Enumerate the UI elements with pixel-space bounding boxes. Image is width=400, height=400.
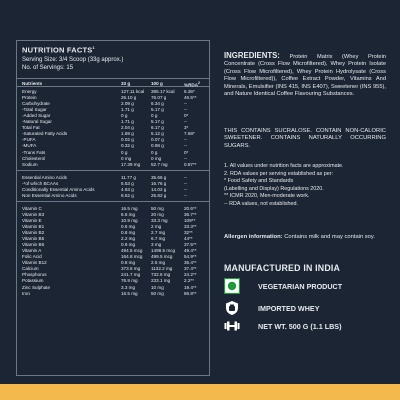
per-100g-value: 52.7 mg bbox=[151, 161, 168, 167]
nutrient-row bbox=[17, 291, 209, 297]
rda-value: 54.9** bbox=[184, 254, 197, 260]
footnote-line: 1. All values under nutrition facts are approximate. bbox=[224, 163, 344, 169]
per-serving-value: 2.2 mg bbox=[121, 236, 136, 242]
nutrition-facts-title bbox=[22, 45, 95, 55]
per-serving-value: 4.63 g bbox=[121, 186, 134, 192]
rda-value: 46.5** bbox=[184, 95, 197, 101]
per-100g-value: 732.6 mg bbox=[151, 272, 171, 278]
nutrient-name: Calcium bbox=[22, 266, 39, 272]
rda-value: -- bbox=[184, 192, 188, 198]
per-serving-value: 127.11 kcal bbox=[121, 89, 145, 94]
header-per-serving: 33 g bbox=[121, 80, 131, 86]
header-rda-text: %RDA bbox=[184, 82, 199, 88]
per-serving-value: 6.6 mg bbox=[121, 211, 136, 217]
per-serving-value: 0 mg bbox=[121, 155, 132, 161]
ingredients-label: INGREDIENTS: bbox=[224, 51, 280, 60]
nutrient-name: Non Essential Amino Acids bbox=[22, 192, 77, 198]
imported-whey-feature bbox=[224, 300, 392, 316]
nutrient-row bbox=[17, 193, 209, 199]
dumbbell-icon bbox=[224, 318, 240, 334]
footnote-line: 2. RDA values per serving established as per: bbox=[224, 170, 334, 177]
per-100g-value: 0 g bbox=[151, 149, 158, 155]
rda-value: 49.4** bbox=[184, 248, 197, 254]
serving-size: Serving Size: 3/4 Scoop (33g approx.) bbox=[22, 57, 124, 63]
rda-value: 33.3** bbox=[184, 224, 197, 229]
net-weight-label: NET WT. 500 G (1.1 LBS) bbox=[258, 322, 342, 331]
nutrient-name: Phosphorus bbox=[22, 272, 47, 278]
per-100g-value: 14.02 g bbox=[151, 186, 167, 192]
nutrient-name: -Saturated Fatty Acids bbox=[22, 131, 68, 137]
per-100g-value: 233.1 mg bbox=[151, 278, 171, 284]
rda-value: 32** bbox=[184, 230, 193, 236]
rda-value: 20.6** bbox=[184, 205, 197, 211]
nutrition-table-header bbox=[17, 78, 209, 87]
per-100g-value: 499.5 mcg bbox=[151, 254, 173, 260]
per-100g-value: 5.12 g bbox=[151, 131, 164, 137]
nutrient-name: Carbohydrate bbox=[22, 101, 50, 107]
per-100g-value: 16.76 g bbox=[151, 180, 167, 186]
per-100g-value: 0 g bbox=[151, 113, 158, 119]
per-100g-value: 6.34 g bbox=[151, 101, 164, 107]
nutrient-name: Vitamin C bbox=[22, 205, 42, 211]
rda-value: -- bbox=[184, 119, 188, 125]
per-100g-value: 2.7 mg bbox=[151, 230, 166, 236]
servings-count: No. of Servings: 15 bbox=[22, 65, 74, 71]
ingredients-text: Protein Matrix (Whey Protein Concentrate (Cross Flow Microfiltered), Whey Protein Isolate (Cross Flow Microfiltered), Whey Protein Hydrolysate (Cross Flow Microfiltered)), Coffee Extract Powder, Vitamins And Minerals, Emulsifier (INS 415, INS E407), Sweetener (INS 955), and Nature Identical Coffee Flavouring Substances. bbox=[224, 54, 386, 98]
per-serving-value: 25.10 g bbox=[121, 95, 137, 101]
per-serving-value: 5.53 g bbox=[121, 180, 134, 186]
rda-value: 37.4** bbox=[184, 266, 197, 272]
per-serving-value: 16.5 mg bbox=[121, 290, 138, 296]
per-serving-value: 0.9 mg bbox=[121, 242, 136, 248]
rda-value: 37.5** bbox=[184, 242, 197, 248]
rda-value: 0* bbox=[184, 113, 189, 119]
nutrient-name: Vitamin B2 bbox=[22, 230, 45, 236]
rda-value: -- bbox=[184, 180, 188, 186]
rda-value: -- bbox=[184, 101, 188, 107]
per-100g-value: 50 mg bbox=[151, 290, 164, 296]
rda-value: 7.68* bbox=[184, 131, 195, 137]
per-serving-value: 1.69 g bbox=[121, 131, 134, 137]
rda-value: -- bbox=[184, 174, 188, 180]
vegetarian-label: VEGETARIAN PRODUCT bbox=[258, 282, 343, 291]
per-100g-value: 3 mg bbox=[151, 242, 162, 248]
rda-value: 36.4** bbox=[184, 260, 197, 266]
rda-value: 6.36* bbox=[184, 89, 195, 94]
nutrition-facts-panel bbox=[16, 40, 210, 376]
net-weight-feature bbox=[224, 318, 392, 334]
per-100g-value: 50 mg bbox=[151, 205, 164, 211]
footnote-line: ** ICMR 2020, Men-moderate work. bbox=[224, 193, 310, 200]
rda-value: -- bbox=[184, 107, 188, 113]
header-rda-sup: 2 bbox=[198, 80, 200, 85]
nutrient-name: -*of which BCAAs bbox=[22, 180, 59, 186]
per-100g-value: 20 mg bbox=[151, 211, 164, 217]
per-serving-value: 241.7 mg bbox=[121, 272, 141, 278]
nutrient-name: Essential Amino Acids bbox=[22, 174, 67, 180]
per-serving-value: 1.71 g bbox=[121, 107, 134, 113]
per-serving-value: 0.32 g bbox=[121, 143, 134, 149]
per-100g-value: 0.07 g bbox=[151, 137, 164, 143]
nutrient-name: Sodium bbox=[22, 161, 38, 167]
nutrient-name: Vitamin B3 bbox=[22, 211, 45, 217]
rda-value: -- bbox=[184, 143, 188, 149]
section-divider bbox=[17, 201, 209, 202]
per-100g-value: 10 mg bbox=[151, 284, 164, 290]
per-100g-value: 0.98 g bbox=[151, 143, 164, 149]
nutrient-name: -PUFA bbox=[22, 137, 36, 143]
per-serving-value: 76.9 mg bbox=[121, 278, 138, 284]
rda-value: 0.87** bbox=[184, 161, 197, 167]
nutrient-name: Cholesterol bbox=[22, 155, 46, 161]
nutrient-name: Conditionally Essential Amino Acids bbox=[22, 186, 95, 192]
ingredients-section bbox=[224, 52, 386, 98]
per-serving-value: 8.52 g bbox=[121, 192, 134, 198]
rda-value: 109** bbox=[184, 217, 196, 223]
per-serving-value: 17.39 mg bbox=[121, 161, 141, 167]
veg-symbol-icon bbox=[224, 278, 240, 294]
per-serving-value: 0.8 mg bbox=[121, 230, 136, 236]
header-rda bbox=[184, 81, 200, 88]
nutrition-facts-title-sup: 1 bbox=[92, 45, 95, 50]
per-serving-value: 3.3 mg bbox=[121, 284, 136, 290]
nutrient-name: Protein bbox=[22, 95, 37, 101]
rda-value: -- bbox=[184, 137, 188, 143]
per-serving-value: 10.9 mg bbox=[121, 217, 138, 223]
rda-value: 2.2** bbox=[184, 278, 194, 284]
per-serving-value: 164.8 mcg bbox=[121, 254, 143, 260]
per-serving-value: 16.5 mg bbox=[121, 205, 138, 211]
per-serving-value: 11.77 g bbox=[121, 174, 136, 180]
rda-value: -- bbox=[184, 155, 188, 161]
per-serving-value: 373.6 mg bbox=[121, 266, 141, 272]
per-serving-value: 0 g bbox=[121, 149, 128, 155]
per-100g-value: 5.17 g bbox=[151, 107, 164, 113]
header-nutrients: Nutrients bbox=[22, 80, 43, 86]
footnote-line: (Labelling and Display) Regulations 2020. bbox=[224, 185, 324, 192]
per-100g-value: 33.3 mg bbox=[151, 217, 168, 223]
vegetarian-feature bbox=[224, 278, 392, 294]
nutrient-name: Iron bbox=[22, 290, 30, 296]
per-serving-value: 0 g bbox=[121, 113, 128, 119]
rda-value: 36.7** bbox=[184, 211, 197, 217]
nutrient-name: Vitamin B5 bbox=[22, 236, 45, 242]
imported-whey-icon bbox=[224, 300, 240, 316]
manufactured-in-india: MANUFACTURED IN INDIA bbox=[224, 263, 341, 273]
allergen-label: Allergen information: bbox=[224, 234, 283, 240]
nutrient-name: -Trans Fats bbox=[22, 149, 46, 155]
rda-value: 86.8** bbox=[184, 290, 197, 296]
serving-info bbox=[22, 56, 123, 72]
nutrient-name: -Natural Sugar bbox=[22, 119, 52, 125]
per-serving-value: 0.8 mg bbox=[121, 260, 136, 266]
rda-value: 24.2** bbox=[184, 272, 197, 278]
section-divider bbox=[17, 170, 209, 171]
rda-value: -- bbox=[184, 186, 188, 192]
nutrient-name: Potassium bbox=[22, 278, 44, 284]
allergen-info bbox=[224, 234, 386, 241]
imported-whey-label: IMPORTED WHEY bbox=[258, 304, 320, 313]
per-100g-value: 385.17 kcal bbox=[151, 89, 175, 94]
footnote-line: * Food Safety and Standards bbox=[224, 178, 294, 185]
nutrient-name: Energy bbox=[22, 89, 37, 94]
per-100g-value: 0 mg bbox=[151, 155, 162, 161]
per-100g-value: 76.07 g bbox=[151, 95, 167, 101]
nutrient-name: -Added Sugar bbox=[22, 113, 51, 119]
per-100g-value: 5.17 g bbox=[151, 119, 164, 125]
per-100g-value: 2.5 mg bbox=[151, 260, 166, 266]
per-serving-value: 1.71 g bbox=[121, 119, 134, 125]
footnote-line: -- RDA values, not established. bbox=[224, 200, 299, 207]
per-serving-value: 0.02 g bbox=[121, 137, 134, 143]
sweetener-statement: THIS CONTAINS SUCRALOSE. CONTAIN NON-CALORIC SWEETENER. CONTAINS NATURALLY OCCURRING SUGARS. bbox=[224, 128, 386, 149]
nutrient-name: Total Fat bbox=[22, 125, 40, 131]
nutrient-row bbox=[17, 162, 209, 168]
nutrient-name: Vitamin E bbox=[22, 217, 42, 223]
rda-value: 0* bbox=[184, 149, 189, 155]
per-serving-value: 2.09 g bbox=[121, 101, 134, 107]
rda-value: 19.4** bbox=[184, 284, 197, 290]
per-100g-value: 6.7 mg bbox=[151, 236, 166, 242]
allergen-text: Contains milk and may contain soy. bbox=[282, 234, 375, 240]
rda-value: 3* bbox=[184, 125, 189, 131]
nutrient-name: Vitamin A bbox=[22, 248, 42, 254]
per-100g-value: 1498.5 mcg bbox=[151, 248, 176, 254]
per-100g-value: 35.66 g bbox=[151, 174, 167, 180]
nutrient-name: Vitamin B12 bbox=[22, 260, 47, 266]
footnotes bbox=[224, 163, 386, 209]
per-100g-value: 2 mg bbox=[151, 224, 162, 229]
nutrient-name: Vitamin B6 bbox=[22, 242, 45, 248]
nutrient-name: Vitamin B1 bbox=[22, 224, 45, 229]
nutrient-name: Folic Acid bbox=[22, 254, 42, 260]
rda-value: 44** bbox=[184, 236, 193, 242]
nutrient-name: Zinc Sulphate bbox=[22, 284, 51, 290]
nutrition-facts-title-text: NUTRITION FACTS bbox=[22, 45, 93, 55]
nutrient-name: -Total Sugar bbox=[22, 107, 47, 113]
per-100g-value: 6.17 g bbox=[151, 125, 164, 131]
per-serving-value: 2.04 g bbox=[121, 125, 134, 131]
header-per-100g: 100 g bbox=[151, 80, 163, 86]
per-serving-value: 494.5 mcg bbox=[121, 248, 143, 254]
nutrient-name: -MUFA bbox=[22, 143, 37, 149]
per-100g-value: 1132.2 mg bbox=[151, 266, 173, 272]
per-serving-value: 0.6 mg bbox=[121, 224, 136, 229]
per-100g-value: 25.82 g bbox=[151, 192, 167, 198]
bottom-accent-strip bbox=[0, 384, 400, 400]
